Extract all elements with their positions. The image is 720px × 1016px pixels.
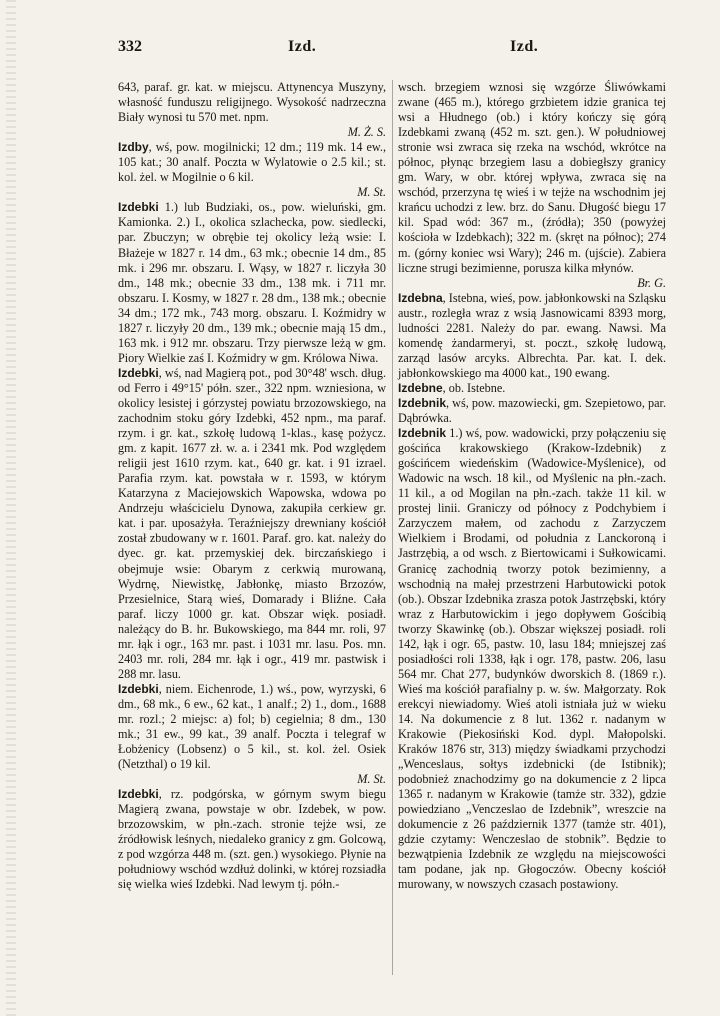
page-number: 332 xyxy=(118,38,142,55)
binding-edge xyxy=(6,0,16,1016)
entry-text: , rz. podgórska, w górnym swym biegu Magierą zwana, powstaje w obr. Izdebek, w pow. brzozowskim, w płn.-zach. stronie tejże wsi, ze źródłowisk leśnych, niedaleko granicy z gm. Golcową, z pod wzgórza 448 m. (szt. gen.) wysokiego. Płynie na południowy wschód wzdłuż dolinki, w której rozsiadła się wielka wieś Izdebki. Nad lewym tj. półn.- xyxy=(118,787,386,892)
author-signature: Br. G. xyxy=(637,275,666,290)
entry xyxy=(118,366,386,682)
entry-headword: Izdebne xyxy=(398,380,443,395)
entry xyxy=(118,80,386,140)
entry xyxy=(118,682,386,787)
entry-text: 1.) wś, pow. wadowicki, przy połączeniu się gościńca krakowskiego (Krakow-Izdebnik) z gościńcem wiedeńskim (Wadowice-Myślenice), od Wadowic na wsch. 18 kil., od Myślenic na płn.-zach. 11 kil., a od Mogilan na płn.-zach. także 11 kil. w prostej linii. Graniczy od północy z Podchybiem i Zarzyczem małem, od zachodu z Zarzyczem Wielkiem i Brodami, od południa z Lanckoroną i Jastrzębią, a od wsch. z Biertowicami i Sułkowicami. Granicę zachodnią tworzy potok bezimienny, a wschodnią na małej przestrzeni Harbutowicki potok (ob.). Obszar Izdebnika zrasza potok Jastrzębski, który wraz z Harbutowickim i jego dopływem Gościbią tworzy Skawinkę (ob.). Obszar większej posiadł. roli 142, łąk i ogr. 65, pastw. 10, lasu 184; mniejszej zaś posiadłości roli 1338, łąk i ogr. 178, pastw. 206, lasu 564 mr. Chat 277, budynków dworskich 8. (1869 r.). Wieś ma kościół parafialny p. w. św. Małgorzaty. Rok erekcyi niewiadomy. Wieś atoli istniała już w wieku 14. Na dokumencie z 8 lut. 1362 r. nadanym w Krakowie (Piekosiński Kod. dypl. Małopolski. Kraków 1876 str, 313) między świadkami przychodzi „Wenceslaus, sołtys izdebnicki (de Istibnik); podobnież znachodzimy go na dokumencie z 2 lipca 1365 r. nadanym w Krakowie (tamże str. 332), gdzie powiedziano „Venczeslao de Izdebnik”, wreszcie na dokumencie z 26 październik 1377 (tamże str. 401), gdzie czytamy: Wenczeslao de stobnik”. Będzie to bezwątpienia Izdebnik ze względu na miejscowości tam podane, jak np. Głogoczów. Obecny kościół murowany, w nowszych czasach postawiony. xyxy=(398,426,666,892)
entry-text: wsch. brzegiem wznosi się wzgórze Śliwówkami zwane (465 m.), którego grzbietem idzie granica tej wsi a Hłudnego (ob.) i który kończy się górą Izdebkami zwaną (452 m. szt. gen.). W południowej stronie wsi zwraca się rzeka na wschód, wkrótce na północ, płynąc brzegiem lasu a dobiegłszy granicy gm. Wary, w obr. której wpływa, zwraca się na wschód, przerzyna tę wieś i w tejże na wschodnim jej krańcu uchodzi z lew. brz. do Sanu. Długość biegu 17 kil. Spad wód: 367 m., (źródła); 350 (powyżej kościoła w Izdebkach); 322 m. (skręt na północ); 274 m. (górny koniec wsi Wary); 246 m. (ujście). Zabiera liczne strugi bezimienne, porusza kilka młynów. xyxy=(398,80,666,275)
author-signature: M. St. xyxy=(357,772,386,787)
right-column xyxy=(398,80,666,893)
entry-text: , wś, pow. mazowiecki, gm. Szepietowo, par. Dąbrówka. xyxy=(398,395,666,426)
running-head-right: Izd. xyxy=(510,38,539,55)
running-head-left: Izd. xyxy=(288,38,317,55)
entry-text: , ob. Istebne. xyxy=(442,380,506,395)
column-divider xyxy=(392,80,393,975)
entry xyxy=(118,200,386,366)
entry-headword: Izdebki xyxy=(118,200,159,215)
entry-headword: Izdebki xyxy=(118,787,159,802)
entry-text: , Istebna, wieś, pow. jabłonkowski na Szląsku austr., rozległa wraz z wsią Jasnowicami 8393 morg, ludności 2281. Należy do par. ewang. Nawsi. Ma komendę żandarmeryi, st. poczt., szkołę ludową, zarząd lasów arcyks. Albrechta. Par. kat. I. dek. jabłonkowskiego ma 4000 kat., 190 ewang. xyxy=(398,290,666,380)
left-column xyxy=(118,80,386,893)
entry-text: 1.) lub Budziaki, os., pow. wieluński, gm. Kamionka. 2.) I., okolica szlachecka, pow. siedlecki, par. Zbuczyn; w obrębie tej okolicy leżą wsie: I. Błażeje w 1827 r. 14 dm., 63 mk.; obecnie 14 dm., 85 mk. i 296 mr. obszaru. I. Wąsy, w 1827 r. liczyła 30 dm., 148 mk.; obecnie 33 dm., 138 mk. i 711 mr. obszaru. I. Kosmy, w 1827 r. 28 dm., 138 mk.; obecnie 34 dm.; 172 mk., 743 morg. obszaru. I. Koźmidry w 1827 r. liczyły 20 dm., 139 mk.; obecnie mają 15 dm., 163 mk. i 912 mr. obszaru. Trzy pierwsze leżą w gm. Piory Wielkie zaś I. Koźmidry w gm. Królowa Niwa. xyxy=(118,200,386,365)
entry-text: , niem. Eichenrode, 1.) wś., pow, wyrzyski, 6 dm., 68 mk., 6 ew., 62 kat., 1 analf.; 2) 1., dom., 1688 mr. rozl.; 2 miejsc: a) fol; b) cegielnia; 8 dm., 130 mk.; 31 ew., 99 kat., 39 analf. Poczta i telegraf w Łobżenicy (Lobsenz) o 5 kil., st. kol. żel. Osiek (Netzthal) o 19 kil. xyxy=(118,681,386,772)
entry xyxy=(118,787,386,892)
entry-headword: Izdebki xyxy=(118,681,159,696)
entry xyxy=(398,426,666,892)
entry-headword: Izdebnik xyxy=(398,395,447,410)
entry-headword: Izdebna xyxy=(398,290,443,305)
author-signature: M. Ż. S. xyxy=(347,125,386,140)
entry xyxy=(398,396,666,426)
entry-text: , wś, pow. mogilnicki; 12 dm.; 119 mk. 14 ew., 105 kat.; 30 analf. Poczta w Wylatowie o 2.5 kil.; st. kol. żel. w Mogilnie o 6 kil. xyxy=(118,140,386,185)
entry-text: , wś, nad Magierą pot., pod 30°48' wsch. dług. od Ferro i 49°15' półn. szer., 322 npm. wzniesiona, w okolicy lesistej i górzystej powiatu brzozowskiego, na zachodnim stoku góry Izdebki, 452 npm., ma paraf. rzym. i gr. kat., szkołę ludową 1-klas., kasę pożycz. gm. z kapit. 1677 zł. w. a. i 2341 mk. Pod względem religii jest 1610 rzym. kat., 640 gr. kat. i 91 izrael. Parafia rzym. kat. powstała w r. 1593, w którym Katarzyna z Maciejowskich Wapowska, wdowa po Andrzeju właścicielu Dynowa, zakupiła cerkiew gr. kat. i par. uposażyła. Teraźniejszy drewniany kościół został zbudowany w r. 1601. Paraf. gro. kat. należy do dyec. gr. kat. przemyskiej dek. birczańskiego i obejmuje wsie: Obarym z cerkwią murowaną, Wydrnę, Niewistkę, Jabłonkę, miasto Brzozów, Przesielnice, Starą wieś, Domarady i Bliźne. Cała paraf. liczy 1000 gr. kat. Obszar więk. posiadł. należący do B. hr. Bukowskiego, ma 844 mr. roli, 97 mr. łąk i ogr., 163 mr. past. i 1031 mr. lasu. Pos. mn. 2403 mr. roli, 284 mr. łąk i ogr., 419 mr. pastwisk i 288 mr. lasu. xyxy=(118,365,386,681)
entry xyxy=(398,291,666,381)
entry xyxy=(118,140,386,200)
entry xyxy=(398,381,666,396)
entry-text: 643, paraf. gr. kat. w miejscu. Attynencya Muszyny, własność funduszu religijnego. Wysokość nadrzeczna Biały wynosi tu 570 met. npm. xyxy=(118,80,386,125)
page-header xyxy=(0,34,720,64)
entry-headword: Izdby xyxy=(118,140,149,155)
author-signature: M. St. xyxy=(357,185,386,200)
entry xyxy=(398,80,666,291)
entry-headword: Izdebnik xyxy=(398,426,447,441)
entry-headword: Izdebki xyxy=(118,365,159,380)
